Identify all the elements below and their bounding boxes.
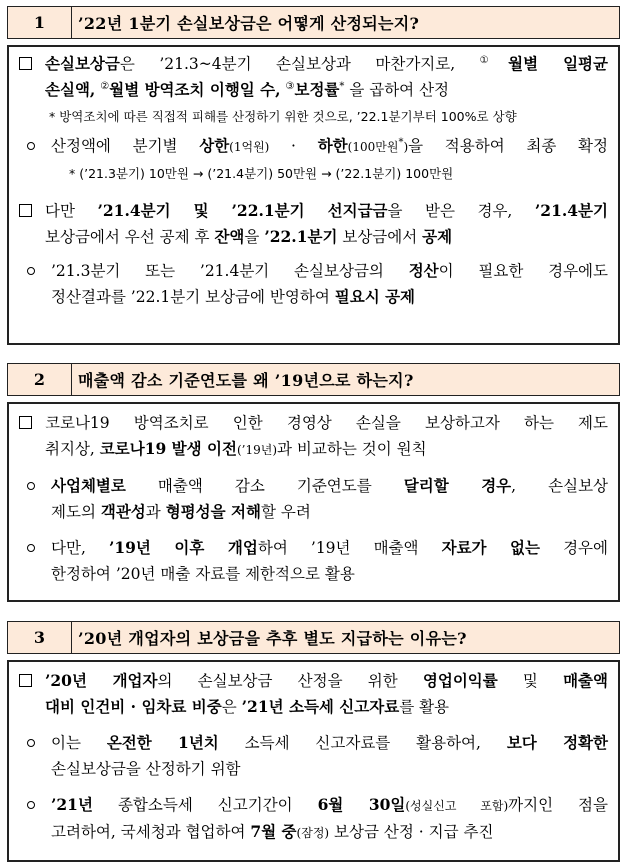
square-bullet-icon bbox=[19, 416, 32, 429]
question-title: ’20년 개업자의 보상금을 추후 별도 지급하는 이유는? bbox=[78, 629, 467, 648]
answer-box-2 bbox=[7, 402, 620, 602]
square-bullet-icon bbox=[19, 674, 32, 687]
paragraph-circle: 산정액에 분기별 상한(1억원) · 하한(100만원*)을 적용하여 최종 확정 bbox=[19, 133, 608, 160]
question-title: ’22년 1분기 손실보상금은 어떻게 산정되는지? bbox=[78, 14, 420, 33]
question-header-2 bbox=[7, 363, 620, 396]
question-number: 2 bbox=[8, 364, 72, 395]
square-bullet-icon bbox=[19, 57, 32, 70]
circle-bullet-icon bbox=[27, 142, 35, 150]
paragraph-square: 다만 ’21.4분기 및 ’22.1분기 선지급금을 받은 경우, ’21.4분기 보상금에서 우선 공제 후 잔액을 ’22.1분기 보상금에서 공제 bbox=[19, 198, 608, 250]
paragraph-circle: ’21년 종합소득세 신고기간이 6월 30일(성실신고 포함)까지인 점을 고려하여, 국세청과 협업하여 7월 중(잠정) 보상금 산정 · 지급 추진 bbox=[19, 792, 608, 846]
question-number: 1 bbox=[8, 7, 72, 38]
paragraph-circle: 다만, ’19년 이후 개업하여 ’19년 매출액 자료가 없는 경우에 한정하여 ’20년 매출 자료를 제한적으로 활용 bbox=[19, 535, 608, 587]
circle-bullet-icon bbox=[27, 544, 35, 552]
answer-box-1 bbox=[7, 45, 620, 345]
footnote: * 방역조치에 따른 직접적 피해를 산정하기 위한 것으로, ’22.1분기부터 100%로 상향 bbox=[49, 109, 517, 124]
paragraph-square: 손실보상금은 ’21.3~4분기 손실보상과 마찬가지로, ①월별 일평균 손실액, ②월별 방역조치 이행일 수, ③보정률* 을 곱하여 산정 bbox=[19, 51, 608, 103]
paragraph-circle: 사업체별로 매출액 감소 기준연도를 달리할 경우, 손실보상 제도의 객관성과 형평성을 저해할 우려 bbox=[19, 473, 608, 525]
question-header-3 bbox=[7, 621, 620, 654]
paragraph-circle: 이는 온전한 1년치 소득세 신고자료를 활용하여, 보다 정확한 손실보상금을 산정하기 위함 bbox=[19, 730, 608, 782]
circle-bullet-icon bbox=[27, 482, 35, 490]
paragraph-square: 코로나19 방역조치로 인한 경영상 손실을 보상하고자 하는 제도 취지상, 코로나19 발생 이전(’19년)과 비교하는 것이 원칙 bbox=[19, 410, 608, 463]
square-bullet-icon bbox=[19, 204, 32, 217]
circle-bullet-icon bbox=[27, 739, 35, 747]
answer-box-3 bbox=[7, 660, 620, 862]
question-number: 3 bbox=[8, 622, 72, 653]
question-title: 매출액 감소 기준연도를 왜 ’19년으로 하는지? bbox=[78, 371, 414, 390]
paragraph-square: ’20년 개업자의 손실보상금 산정을 위한 영업이익률 및 매출액 대비 인건비 · 임차료 비중은 ’21년 소득세 신고자료를 활용 bbox=[19, 668, 608, 720]
question-header-1 bbox=[7, 6, 620, 39]
circle-bullet-icon bbox=[27, 267, 35, 275]
circle-bullet-icon bbox=[27, 801, 35, 809]
paragraph-circle: ’21.3분기 또는 ’21.4분기 손실보상금의 정산이 필요한 경우에도 정산결과를 ’22.1분기 보상금에 반영하여 필요시 공제 bbox=[19, 258, 608, 310]
footnote: * (’21.3분기) 10만원 → (’21.4분기) 50만원 → (’22.1분기) 100만원 bbox=[69, 166, 454, 181]
